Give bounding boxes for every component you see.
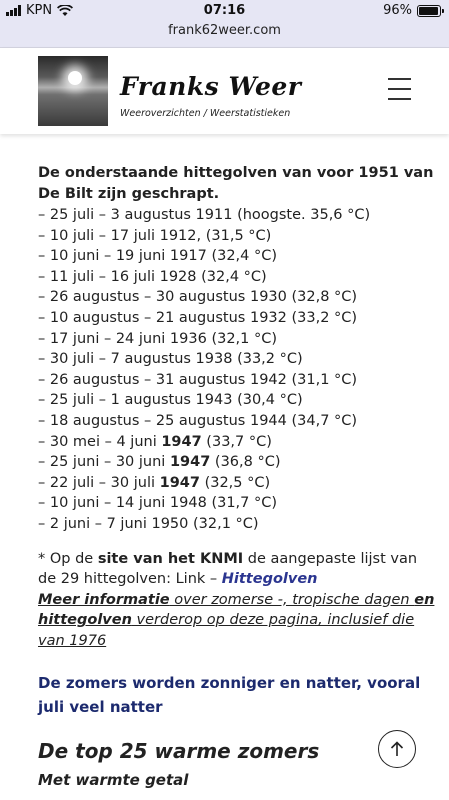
logo-image[interactable] [38,56,108,126]
hamburger-icon-bar [388,98,411,100]
heatwave-text: – 2 juni – 7 juni 1950 (32,1 °C) [38,515,259,532]
arrow-up-icon [390,741,404,757]
carrier-name: KPN [26,3,53,18]
heatwave-text: – 11 juli – 16 juli 1928 (32,4 °C) [38,268,267,285]
heatwave-text: – 26 augustus – 31 augustus 1942 (31,1 °C) [38,371,358,388]
meer-info-text[interactable]: over zomerse -, tropische dagen [169,591,415,608]
heatwave-item [38,287,438,308]
hamburger-icon-bar [388,88,411,90]
heatwave-year-bold: 1947 [161,433,202,450]
heatwave-item [38,226,438,247]
heatwave-text: – 22 juli – 30 juli [38,474,160,491]
heatwave-item [38,329,438,350]
site-header [0,48,449,134]
meer-informatie-link[interactable]: Meer informatie [38,591,170,608]
scroll-to-top-button[interactable] [378,730,416,768]
heatwave-list [38,205,438,535]
heatwave-text: – 25 juli – 3 augustus 1911 (hoogste. 35,6 °C) [38,207,371,223]
heatwave-item [38,473,438,494]
site-title[interactable]: Franks Weer [120,72,302,101]
note-tail-text[interactable]: verderop op deze pagina, inclusief die van 1976 [38,612,415,649]
heatwave-text: – 10 augustus – 21 augustus 1932 (33,2 °C) [38,309,358,326]
heatwave-item [38,493,438,514]
battery-percent: 96% [383,3,412,18]
top25-heading: De top 25 warme zomers [38,739,320,764]
heatwave-item [38,246,438,267]
heatwave-temp: (32,5 °C) [199,474,271,491]
heatwave-text: – 10 juni – 19 juni 1917 (32,4 °C) [38,248,278,265]
battery-icon [417,5,441,17]
heatwave-text: – 25 juni – 30 juni [38,454,170,471]
heatwave-text: – 30 juli – 7 augustus 1938 (33,2 °C) [38,351,303,368]
en-hittegolven-link[interactable]: en hittegolven [38,591,435,629]
sun-icon [68,71,82,85]
heatwave-item [38,514,438,535]
hamburger-icon [388,78,411,80]
status-time: 07:16 [203,3,246,18]
heatwave-text: – 10 juli – 17 juli 1912, (31,5 °C) [38,227,272,244]
heatwave-text: – 26 augustus – 30 augustus 1930 (32,8 °C) [38,289,358,306]
heatwave-item [38,390,438,411]
main-content [38,122,438,800]
knmi-note [38,549,438,652]
heatwave-item [38,370,438,391]
note-text: de aangepaste lijst van de 29 hittegolven: Link – [38,550,418,588]
intro-paragraph: De onderstaande hittegolven van voor 1951 van De Bilt zijn geschrapt. [38,165,434,202]
heatwave-text: – 17 juni – 24 juni 1936 (32,1 °C) [38,330,278,347]
heatwave-item [38,308,438,329]
heatwave-item [38,411,438,432]
heatwave-item [38,267,438,288]
warmte-getal-heading: Met warmte getal [38,771,189,790]
hittegolven-link[interactable]: Hittegolven [221,571,318,588]
note-star-text: * Op de [38,550,98,567]
status-bar [0,0,449,22]
heatwave-text: – 25 juli – 1 augustus 1943 (30,4 °C) [38,392,303,409]
status-right [383,3,441,18]
heatwave-item [38,349,438,370]
hamburger-menu-button[interactable] [388,78,411,100]
address-bar[interactable]: frank62weer.com [0,22,449,48]
heatwave-item [38,452,438,473]
site-subtitle: Weeroverzichten / Weerstatistieken [120,108,291,119]
heatwave-item [38,432,438,453]
zomers-heading: De zomers worden zonniger en natter, vooral juli veel natter [38,674,421,717]
heatwave-item [38,205,438,226]
knmi-site-link[interactable]: site van het KNMI [97,550,244,567]
heatwave-year-bold: 1947 [159,474,200,491]
heatwave-text: – 30 mei – 4 juni [38,433,162,450]
heatwave-year-bold: 1947 [169,454,211,471]
heatwave-text: – 18 augustus – 25 augustus 1944 (34,7 °C) [38,412,358,429]
heatwave-temp: (36,8 °C) [210,454,281,471]
heatwave-text: – 10 juni – 14 juni 1948 (31,7 °C) [38,495,278,512]
heatwave-temp: (33,7 °C) [201,433,272,450]
